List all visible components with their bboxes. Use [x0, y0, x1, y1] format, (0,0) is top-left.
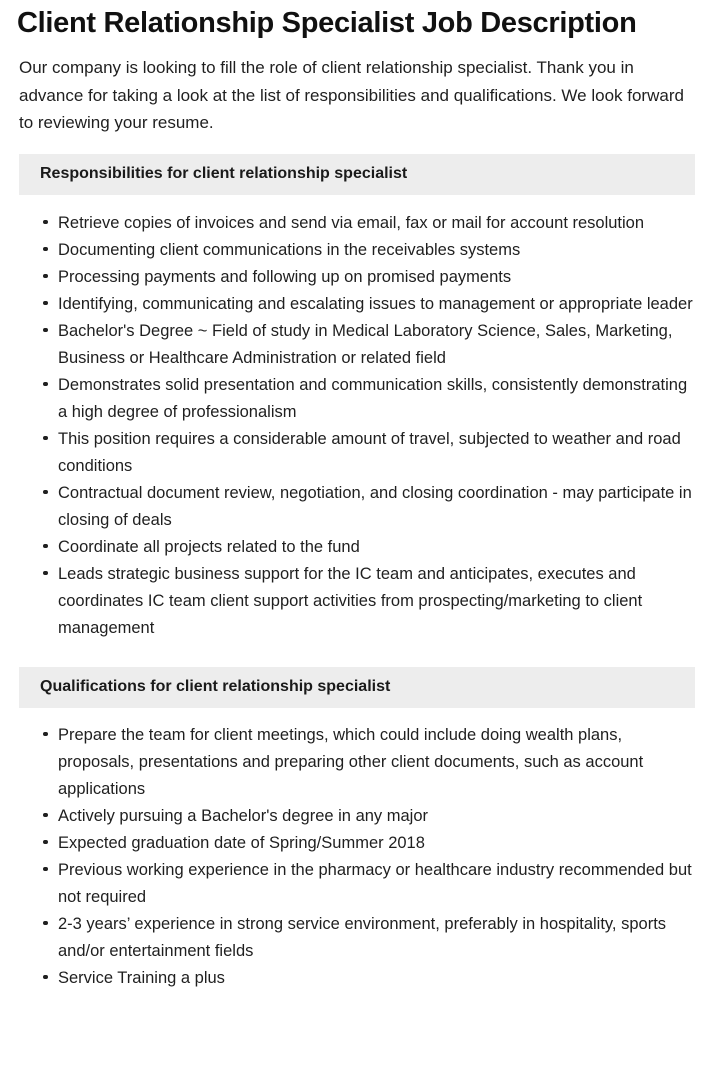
- list-item-text: Processing payments and following up on promised payments: [58, 267, 512, 286]
- bullet-icon: [43, 813, 48, 818]
- list-item: [0, 857, 695, 911]
- list-item: [0, 372, 695, 426]
- section-qualifications: [0, 667, 720, 992]
- page-title: Client Relationship Specialist Job Description: [17, 7, 637, 39]
- list-item: [0, 291, 695, 318]
- list-item-text: This position requires a considerable amount of travel, subjected to weather and road conditions: [58, 429, 681, 475]
- list-item: [0, 237, 695, 264]
- list-item-text: 2-3 years’ experience in strong service environment, preferably in hospitality, sports and/or entertainment fields: [58, 914, 667, 960]
- section-header-label: Responsibilities for client relationship specialist: [40, 165, 408, 182]
- list-item-text: Retrieve copies of invoices and send via email, fax or mail for account resolution: [58, 213, 645, 232]
- list-item: [0, 722, 695, 803]
- bullet-icon: [43, 544, 48, 549]
- bullet-icon: [43, 867, 48, 872]
- list-item: [0, 318, 695, 372]
- bullet-icon: [43, 732, 48, 737]
- bullet-icon: [43, 328, 48, 333]
- list-item-text: Actively pursuing a Bachelor's degree in any major: [58, 806, 429, 825]
- bullet-icon: [43, 490, 48, 495]
- list-item-text: Coordinate all projects related to the fund: [58, 537, 360, 556]
- bullet-icon: [43, 571, 48, 576]
- bullet-icon: [43, 274, 48, 279]
- responsibilities-list: [0, 210, 720, 642]
- bullet-icon: [43, 840, 48, 845]
- bullet-icon: [43, 436, 48, 441]
- list-item-text: Contractual document review, negotiation, and closing coordination - may participate in closing of deals: [58, 483, 692, 529]
- section-header-label: Qualifications for client relationship specialist: [40, 678, 391, 695]
- bullet-icon: [43, 220, 48, 225]
- list-item-text: Documenting client communications in the receivables systems: [58, 240, 521, 259]
- bullet-icon: [43, 301, 48, 306]
- qualifications-list: [0, 722, 720, 992]
- intro-paragraph: Our company is looking to fill the role of client relationship specialist. Thank you in advance for taking a look at the list of responsibilities and qualifications. We look forward to reviewing your resume.: [19, 58, 684, 132]
- list-item-text: Previous working experience in the pharmacy or healthcare industry recommended but not required: [58, 860, 692, 906]
- bullet-icon: [43, 975, 48, 980]
- section-header-responsibilities: [19, 154, 695, 195]
- list-item-text: Demonstrates solid presentation and communication skills, consistently demonstrating a high degree of professionalism: [58, 375, 688, 421]
- list-item: [0, 965, 695, 992]
- list-item: [0, 534, 695, 561]
- list-item: [0, 561, 695, 642]
- list-item-text: Bachelor's Degree ~ Field of study in Medical Laboratory Science, Sales, Marketing, Business or Healthcare Administration or related field: [58, 321, 673, 367]
- list-item: [0, 264, 695, 291]
- section-header-qualifications: [19, 667, 695, 708]
- list-item-text: Leads strategic business support for the IC team and anticipates, executes and coordinates IC team client support activities from prospecting/marketing to client management: [58, 564, 643, 637]
- bullet-icon: [43, 921, 48, 926]
- list-item-text: Identifying, communicating and escalating issues to management or appropriate leader: [58, 294, 693, 313]
- bullet-icon: [43, 247, 48, 252]
- bullet-icon: [43, 382, 48, 387]
- section-responsibilities: [0, 154, 720, 642]
- list-item: [0, 803, 695, 830]
- list-item-text: Prepare the team for client meetings, which could include doing wealth plans, proposals, presentations and preparing other client documents, such as account applications: [58, 725, 644, 798]
- list-item: [0, 911, 695, 965]
- list-item: [0, 210, 695, 237]
- list-item: [0, 426, 695, 480]
- list-item: [0, 480, 695, 534]
- list-item: [0, 830, 695, 857]
- list-item-text: Expected graduation date of Spring/Summer 2018: [58, 833, 425, 852]
- list-item-text: Service Training a plus: [58, 968, 225, 987]
